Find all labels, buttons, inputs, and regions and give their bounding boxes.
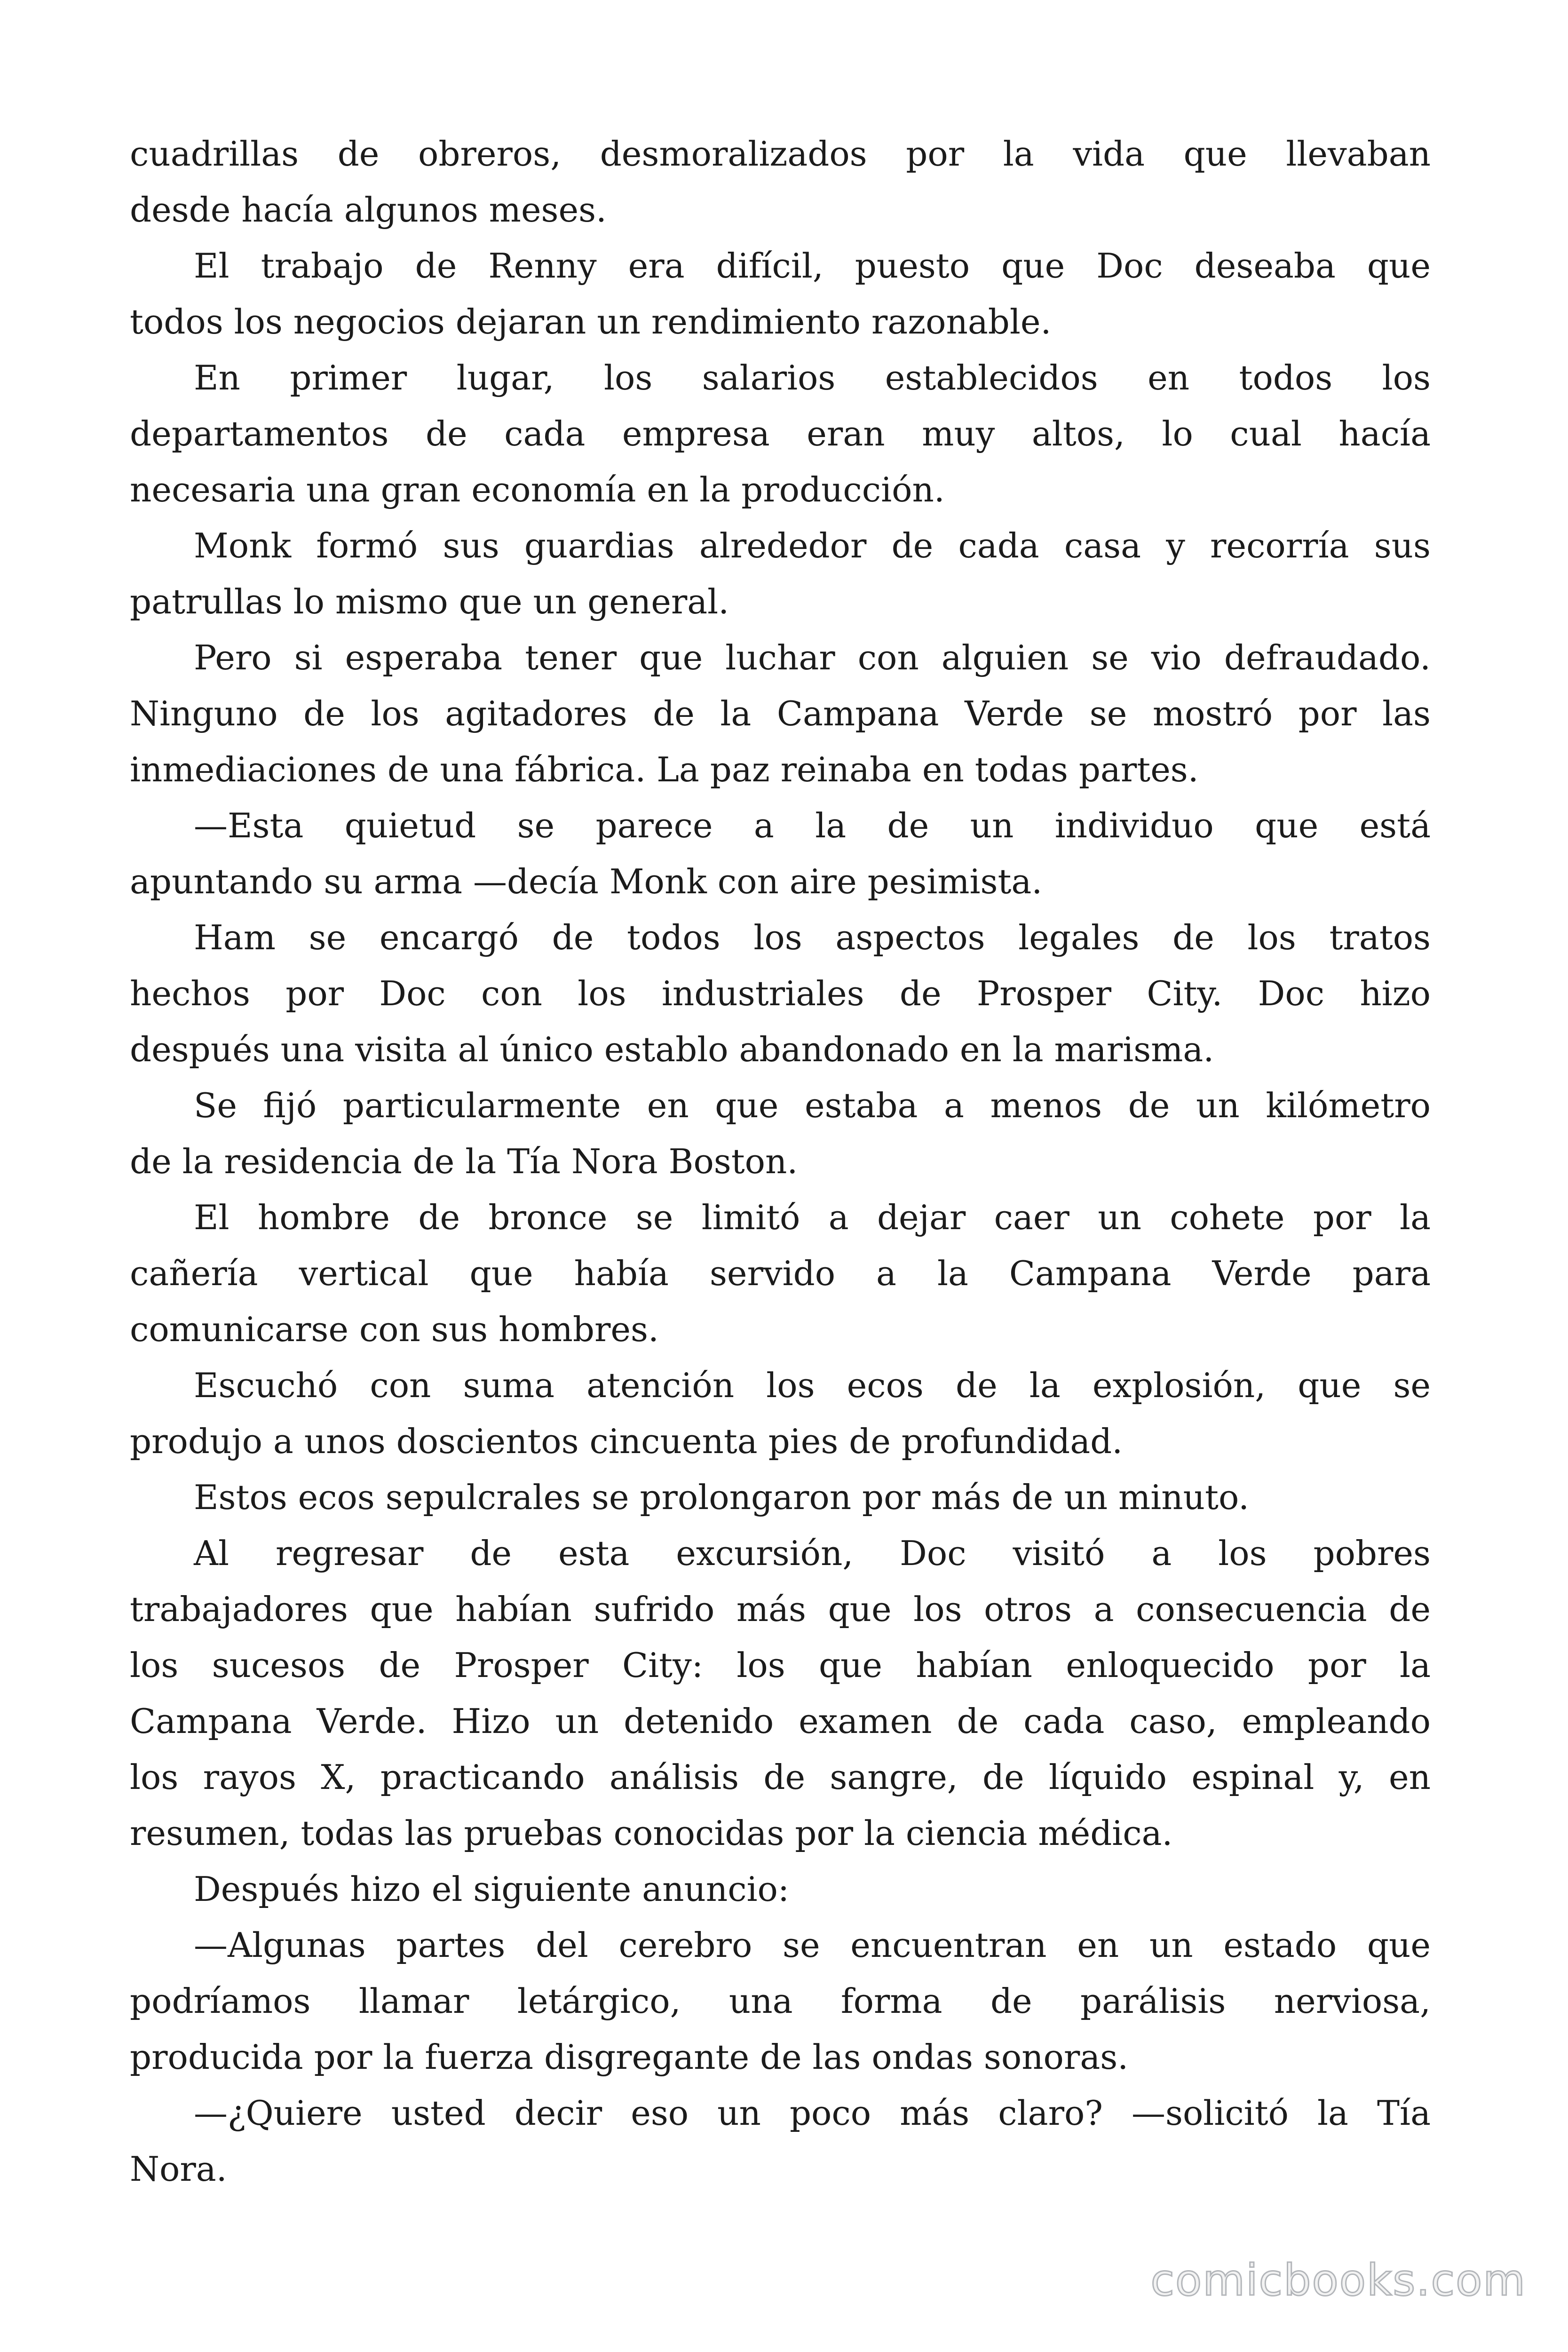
text-line: departamentos de cada empresa eran muy altos, lo cual hacía: [130, 414, 1431, 453]
paragraph: [130, 630, 1431, 798]
text-line: Escuchó con suma atención los ecos de la explosión, que se: [194, 1366, 1431, 1405]
text-line: cuadrillas de obreros, desmoralizados por la vida que llevaban: [130, 134, 1431, 174]
text-line: después una visita al único establo abandonado en la marisma.: [130, 1030, 1214, 1069]
paragraph: [130, 350, 1431, 518]
paragraph: [130, 126, 1431, 238]
text-line: apuntando su arma —decía Monk con aire pesimista.: [130, 862, 1043, 901]
paragraph: [130, 2085, 1431, 2197]
text-line: Al regresar de esta excursión, Doc visitó a los pobres: [194, 1534, 1431, 1573]
text-line: resumen, todas las pruebas conocidas por la ciencia médica.: [130, 1813, 1173, 1853]
paragraph: [130, 238, 1431, 350]
text-line: podríamos llamar letárgico, una forma de parálisis nerviosa,: [130, 1981, 1431, 2021]
text-line: patrullas lo mismo que un general.: [130, 582, 729, 621]
page-body: [130, 126, 1431, 2197]
text-line: producida por la fuerza disgregante de las ondas sonoras.: [130, 2037, 1129, 2077]
text-line: todos los negocios dejaran un rendimiento razonable.: [130, 302, 1052, 342]
paragraph: [130, 1861, 1431, 1917]
text-line: comunicarse con sus hombres.: [130, 1310, 659, 1349]
watermark-text: comicbooks.com: [1150, 2255, 1526, 2305]
text-line: Monk formó sus guardias alrededor de cada casa y recorría sus: [194, 526, 1431, 565]
paragraph: [130, 1190, 1431, 1358]
text-line: Campana Verde. Hizo un detenido examen de cada caso, empleando: [130, 1701, 1431, 1741]
text-line: de la residencia de la Tía Nora Boston.: [130, 1142, 798, 1181]
text-line: El trabajo de Renny era difícil, puesto que Doc deseaba que: [194, 246, 1431, 286]
text-line: Ninguno de los agitadores de la Campana Verde se mostró por las: [130, 694, 1431, 733]
text-line: necesaria una gran economía en la producción.: [130, 470, 945, 509]
paragraph: [130, 1078, 1431, 1190]
text-line: desde hacía algunos meses.: [130, 190, 607, 230]
paragraph: [130, 1526, 1431, 1861]
text-line: los sucesos de Prosper City: los que habían enloquecido por la: [130, 1645, 1431, 1685]
text-line: Pero si esperaba tener que luchar con alguien se vio defraudado.: [194, 638, 1431, 677]
paragraph: [130, 518, 1431, 630]
text-line: hechos por Doc con los industriales de Prosper City. Doc hizo: [130, 974, 1431, 1013]
text-line: Ham se encargó de todos los aspectos legales de los tratos: [194, 918, 1431, 957]
text-line: En primer lugar, los salarios establecidos en todos los: [194, 358, 1431, 397]
text-line: Se fijó particularmente en que estaba a menos de un kilómetro: [194, 1086, 1431, 1125]
text-line: trabajadores que habían sufrido más que los otros a consecuencia de: [130, 1589, 1431, 1629]
paragraph: [130, 1470, 1431, 1526]
paragraph: [130, 798, 1431, 910]
text-line: Nora.: [130, 2149, 227, 2189]
text-line: Después hizo el siguiente anuncio:: [194, 1869, 790, 1909]
text-line: —¿Quiere usted decir eso un poco más claro? —solicitó la Tía: [194, 2093, 1431, 2133]
text-line: cañería vertical que había servido a la Campana Verde para: [130, 1254, 1431, 1293]
paragraph: [130, 1917, 1431, 2085]
paragraph: [130, 1358, 1431, 1470]
text-line: —Algunas partes del cerebro se encuentran en un estado que: [194, 1925, 1431, 1965]
text-line: produjo a unos doscientos cincuenta pies de profundidad.: [130, 1422, 1123, 1461]
text-line: los rayos X, practicando análisis de sangre, de líquido espinal y, en: [130, 1757, 1431, 1797]
text-line: inmediaciones de una fábrica. La paz reinaba en todas partes.: [130, 750, 1199, 789]
paragraph: [130, 910, 1431, 1078]
text-line: Estos ecos sepulcrales se prolongaron por más de un minuto.: [194, 1478, 1249, 1517]
text-line: —Esta quietud se parece a la de un individuo que está: [194, 806, 1431, 845]
text-line: El hombre de bronce se limitó a dejar caer un cohete por la: [194, 1198, 1431, 1237]
